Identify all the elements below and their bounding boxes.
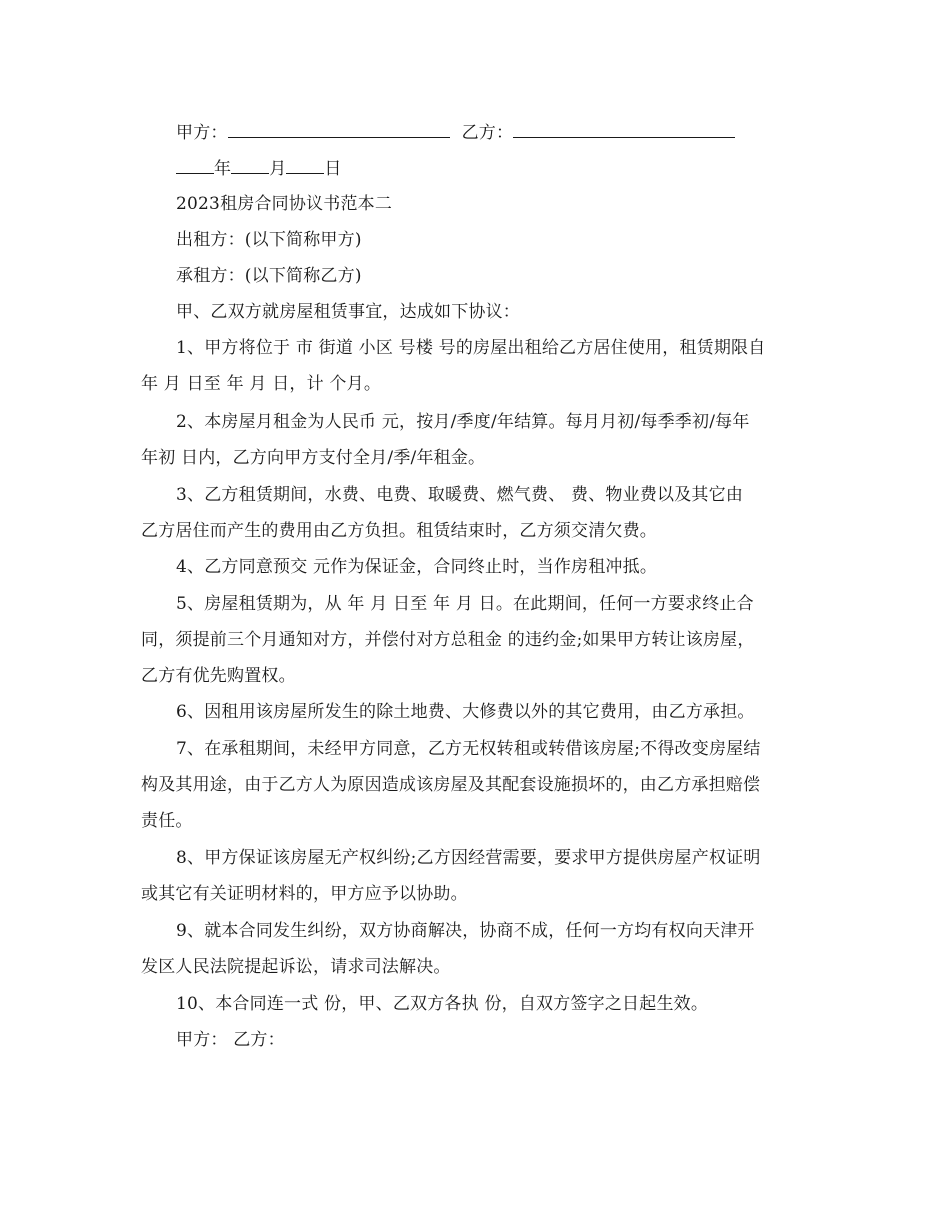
- signature-row-bottom: 甲方： 乙方：: [176, 1030, 285, 1050]
- clause-9-line-2: 发区人民法院提起诉讼，请求司法解决。: [141, 957, 451, 977]
- intro-line: 甲、乙双方就房屋租赁事宜，达成如下协议：: [176, 302, 520, 322]
- day-label: 日: [324, 159, 342, 179]
- signature-row-top: [176, 121, 735, 144]
- clause-8-line-2: 或其它有关证明材料的，甲方应予以协助。: [141, 884, 468, 904]
- day-blank: [286, 157, 324, 174]
- year-blank: [176, 157, 214, 174]
- clause-3-line-2: 乙方居住而产生的费用由乙方负担。租赁结束时，乙方须交清欠费。: [141, 521, 657, 541]
- clause-8-line-1: 8、甲方保证该房屋无产权纠纷;乙方因经营需要，要求甲方提供房屋产权证明: [176, 848, 761, 868]
- month-blank: [231, 157, 269, 174]
- date-line: [176, 157, 342, 180]
- clause-5-line-2: 同，须提前三个月通知对方，并偿付对方总租金 的违约金;如果甲方转让该房屋，: [141, 630, 755, 650]
- clause-10-line-1: 10、本合同连一式 份，甲、乙双方各执 份，自双方签字之日起生效。: [176, 994, 709, 1014]
- clause-1-line-1: 1、甲方将位于 市 街道 小区 号楼 号的房屋出租给乙方居住使用，租赁期限自: [176, 338, 766, 358]
- clause-2-line-1: 2、本房屋月租金为人民币 元，按月/季度/年结算。每月月初/每季季初/每年: [176, 412, 750, 432]
- year-label: 年: [214, 159, 232, 179]
- clause-5-line-3: 乙方有优先购置权。: [141, 666, 296, 686]
- clause-6-line-1: 6、因租用该房屋所发生的除土地费、大修费以外的其它费用，由乙方承担。: [176, 702, 755, 722]
- clause-7-line-1: 7、在承租期间，未经甲方同意，乙方无权转租或转借该房屋;不得改变房屋结: [176, 739, 761, 759]
- party-a-label: 甲方：: [176, 123, 228, 143]
- month-label: 月: [269, 159, 287, 179]
- party-b-signature-blank: [513, 121, 735, 138]
- party-b-label: 乙方：: [461, 123, 514, 143]
- clause-1-line-2: 年 月 日至 年 月 日，计 个月。: [141, 374, 382, 394]
- clause-5-line-1: 5、房屋租赁期为，从 年 月 日至 年 月 日。在此期间，任何一方要求终止合: [176, 594, 754, 614]
- clause-4-line-1: 4、乙方同意预交 元作为保证金，合同终止时，当作房租冲抵。: [176, 557, 658, 577]
- clause-9-line-1: 9、就本合同发生纠纷，双方协商解决，协商不成，任何一方均有权向天津开: [176, 921, 755, 941]
- party-a-signature-blank: [228, 121, 450, 138]
- clause-7-line-2: 构及其用途，由于乙方人为原因造成该房屋及其配套设施损坏的，由乙方承担赔偿: [141, 775, 761, 795]
- clause-3-line-1: 3、乙方租赁期间，水费、电费、取暖费、燃气费、 费、物业费以及其它由: [176, 485, 744, 505]
- lessee-line: 承租方：(以下简称乙方): [176, 266, 362, 286]
- clause-2-line-2: 年初 日内，乙方向甲方支付全月/季/年租金。: [141, 448, 486, 468]
- lessor-line: 出租方：(以下简称甲方): [176, 230, 362, 250]
- document-title: 2023租房合同协议书范本二: [176, 194, 393, 214]
- clause-7-line-3: 责任。: [141, 811, 193, 831]
